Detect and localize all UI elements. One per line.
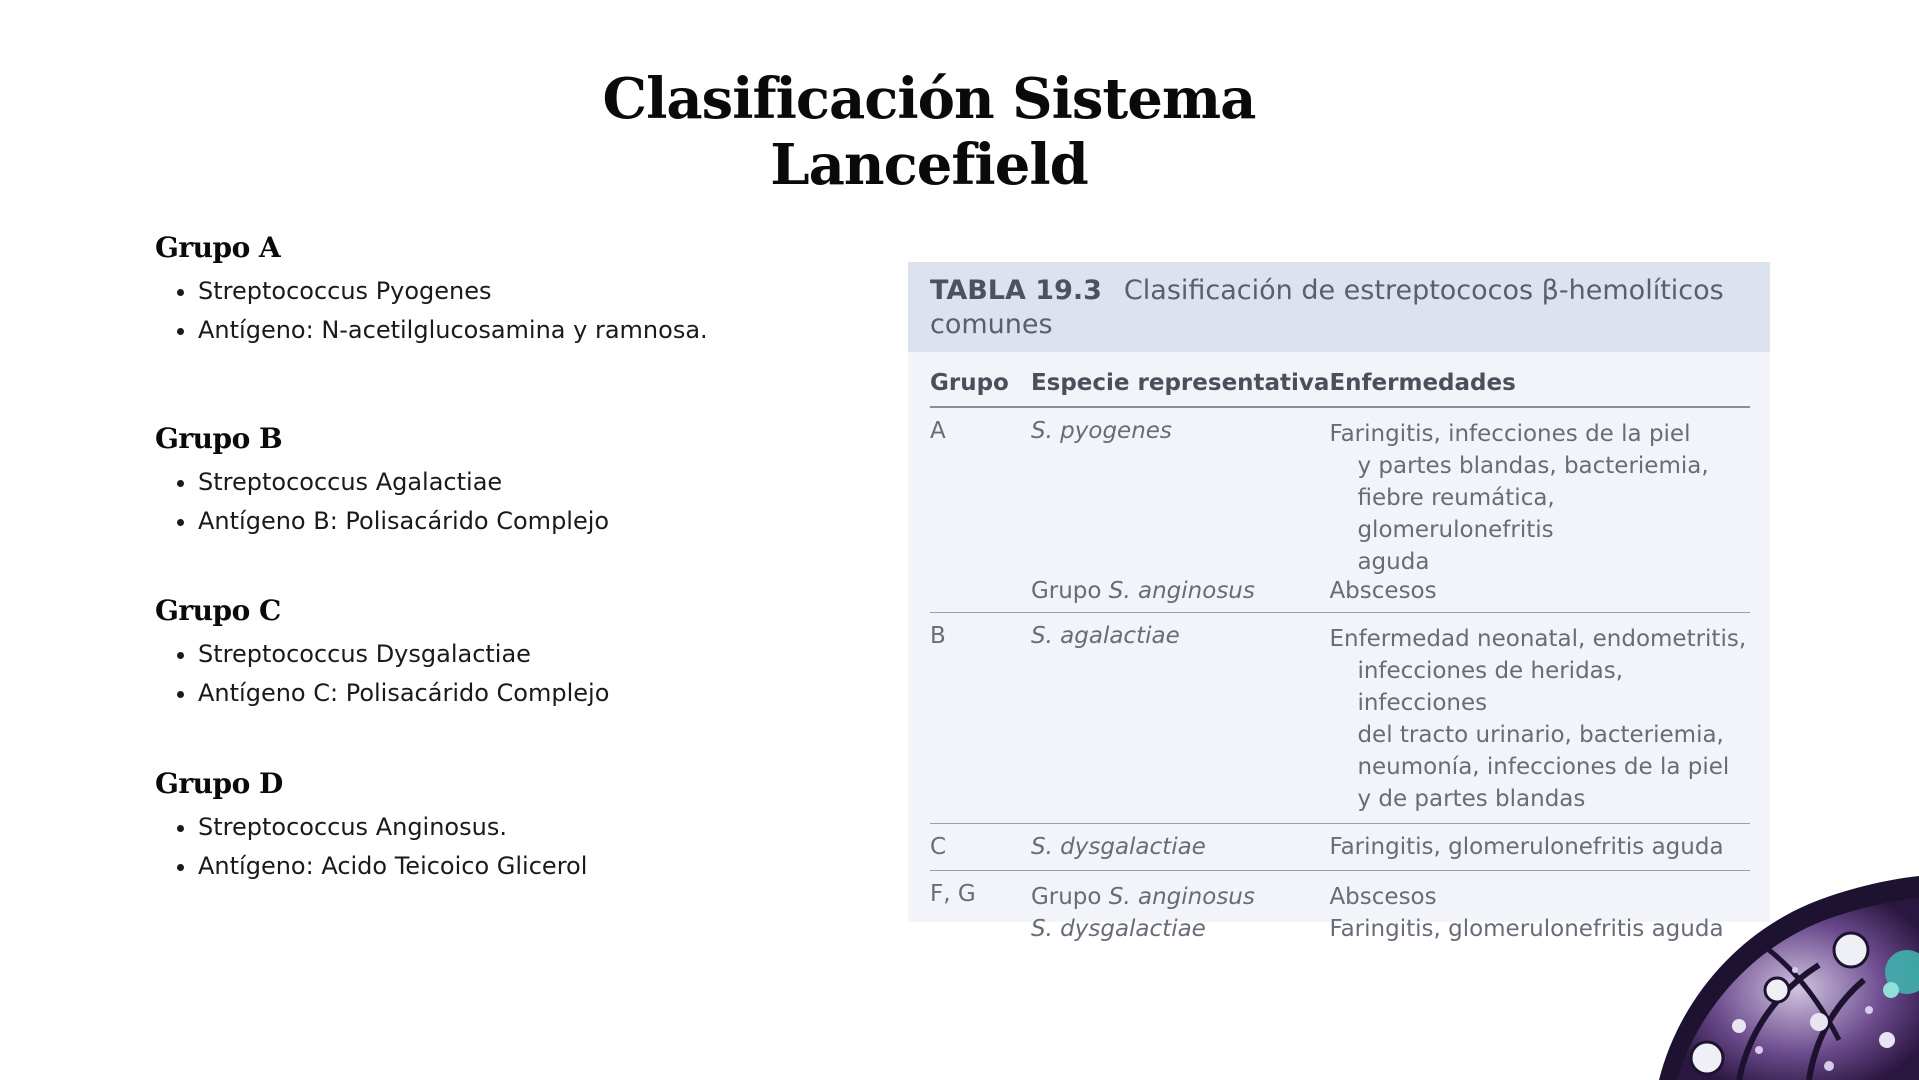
streptococci-table-figure xyxy=(908,262,1770,942)
cell-diseases: Abscesos xyxy=(1329,578,1750,613)
cell-species: S. pyogenes xyxy=(1030,418,1172,444)
list-item: Antígeno C: Polisacárido Complejo xyxy=(198,674,855,713)
cell-teal-core xyxy=(1883,982,1899,998)
species-prefix: Grupo xyxy=(1030,578,1109,604)
cell-group: B xyxy=(930,613,1031,824)
column-header-group: Grupo xyxy=(930,362,1031,407)
cell-species: S. agalactiae xyxy=(1031,613,1330,824)
disease-line: neumonía, infecciones de la piel xyxy=(1357,754,1730,780)
column-header-species: Especie representativa xyxy=(1031,362,1330,407)
cell-speck xyxy=(1792,967,1798,973)
group-c-heading: Grupo C xyxy=(155,594,281,627)
disease-line: del tracto urinario, bacteriemia, xyxy=(1357,722,1724,748)
slide-title xyxy=(0,66,1858,198)
cell-group: F, G xyxy=(930,881,976,907)
list-item: Streptococcus Agalactiae xyxy=(198,463,855,502)
cell-vacuole xyxy=(1765,978,1789,1002)
species-prefix: Grupo xyxy=(1030,884,1109,910)
group-b xyxy=(155,421,855,541)
cell-diseases xyxy=(1329,613,1750,824)
disease-line: Abscesos xyxy=(1329,884,1437,910)
group-a-list xyxy=(155,272,855,350)
list-item: Antígeno B: Polisacárido Complejo xyxy=(198,502,855,541)
title-line-2: Lancefield xyxy=(770,132,1088,198)
cell-vacuole xyxy=(1834,933,1868,967)
cell-species: S. dysgalactiae xyxy=(1031,824,1330,871)
disease-line: Faringitis, infecciones de la piel xyxy=(1329,421,1691,447)
group-a-heading: Grupo A xyxy=(155,231,281,264)
cell-speck xyxy=(1824,1061,1834,1071)
cell-vacuole xyxy=(1691,1042,1723,1074)
group-d-list xyxy=(155,808,855,886)
species-line xyxy=(1031,881,1330,913)
table-caption-line-1: Clasificación de estreptococos β-hemolíticos xyxy=(1123,275,1724,306)
group-c-list xyxy=(155,635,855,713)
table-caption xyxy=(908,262,1770,352)
list-item: Streptococcus Pyogenes xyxy=(198,272,855,311)
table-number: TABLA 19.3 xyxy=(930,275,1102,306)
cell-group: C xyxy=(930,824,1031,871)
cell-species xyxy=(1031,871,1330,946)
cell-group-empty xyxy=(930,578,1031,613)
cell-diseases: Faringitis, glomerulonefritis aguda xyxy=(1329,824,1750,871)
cell-vacuole xyxy=(1732,1019,1746,1033)
species-italic: S. anginosus xyxy=(1108,884,1255,910)
title-line-1: Clasificación Sistema xyxy=(602,66,1256,132)
table-caption-line-2: comunes xyxy=(930,309,1053,340)
group-b-heading: Grupo B xyxy=(155,422,283,455)
cell-speck xyxy=(1755,1046,1763,1054)
list-item: Streptococcus Dysgalactiae xyxy=(198,635,855,674)
list-item: Streptococcus Anginosus. xyxy=(198,808,855,847)
list-item: Antígeno: Acido Teicoico Glicerol xyxy=(198,847,855,886)
cell-vacuole xyxy=(1810,1013,1828,1031)
cell-group: A xyxy=(930,418,946,444)
column-header-diseases: Enfermedades xyxy=(1329,362,1750,407)
microscopy-decoration-image xyxy=(1619,840,1919,1080)
list-item: Antígeno: N-acetilglucosamina y ramnosa. xyxy=(198,311,855,350)
disease-line: infecciones de heridas, infecciones xyxy=(1357,658,1624,716)
disease-line: Faringitis, glomerulonefritis aguda xyxy=(1329,916,1724,942)
cell-species xyxy=(1031,578,1330,613)
table-header-row xyxy=(930,362,1750,407)
species-italic: S. anginosus xyxy=(1108,578,1255,604)
cell-vacuole xyxy=(1879,1032,1895,1048)
disease-line: Enfermedad neonatal, endometritis, xyxy=(1329,626,1747,652)
disease-line: fiebre reumática, glomerulonefritis xyxy=(1357,485,1555,543)
table-row xyxy=(930,578,1750,613)
group-a xyxy=(155,230,855,350)
disease-line: aguda xyxy=(1357,549,1430,575)
group-d-heading: Grupo D xyxy=(155,767,283,800)
disease-line: y de partes blandas xyxy=(1357,786,1586,812)
table-row xyxy=(930,407,1750,578)
species-line: S. dysgalactiae xyxy=(1030,916,1206,942)
disease-line: y partes blandas, bacteriemia, xyxy=(1357,453,1709,479)
group-c xyxy=(155,593,855,713)
table-row xyxy=(930,613,1750,824)
group-d xyxy=(155,766,855,886)
group-b-list xyxy=(155,463,855,541)
cell-diseases xyxy=(1329,407,1750,578)
cell-speck xyxy=(1865,1006,1873,1014)
